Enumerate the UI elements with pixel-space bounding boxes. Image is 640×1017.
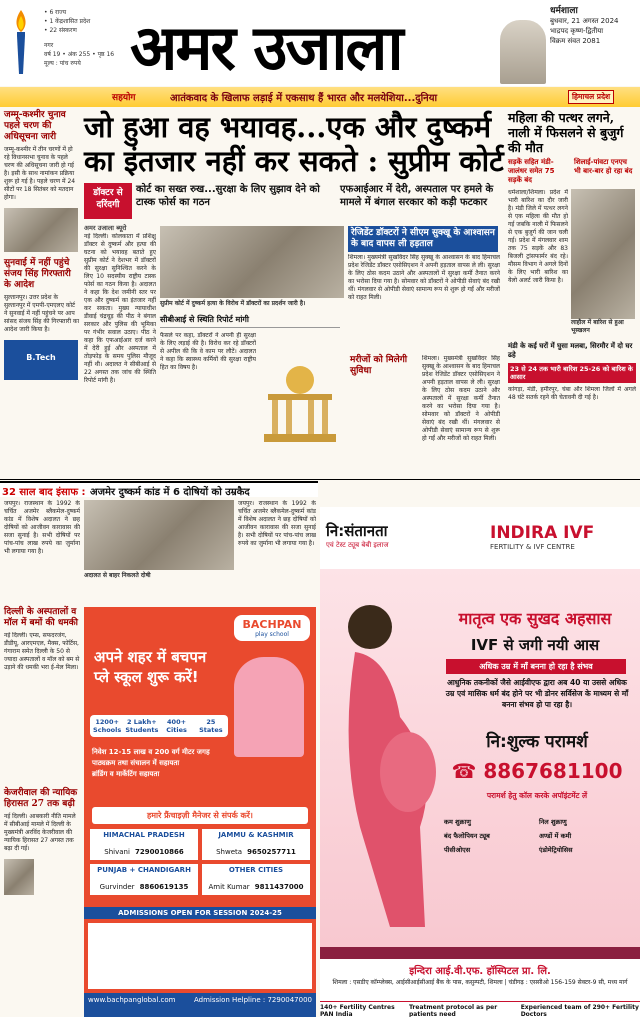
ivf-problem: बंद फैलोपियन ट्यूब	[444, 832, 490, 840]
news-photo	[4, 208, 78, 252]
ajmer-body-2: जयपुर। राजस्थान के 1992 के चर्चित अजमेर ब्लैकमेल-दुष्कर्म कांड में विशेष अदालत ने छह दोषियों को आजीवन कारावास की सजा सुनाई है। सभी दोषियों पर पांच-पांच लाख रुपये का जुर्माना भी लगाया गया है।	[238, 500, 316, 547]
lead-byline: अमर उजाला ब्यूरो	[84, 224, 127, 232]
ivf-address: शिमला : एसडीए कॉम्प्लेक्स, आईसीआईसीआई बैंक के पास, कसुम्पटी, शिमला | चंडीगढ़ : एससीओ 156-159 सेक्टर-9 सी, मध्य मार्ग	[332, 979, 628, 986]
ivf-body: आधुनिक तकनीकों जैसे आईवीएफ द्वारा अब 40 या उससे अधिक उम्र एवं मासिक धर्म बंद होने पर भी डोनर सर्विसेज के माध्यम से माँ बनना संभव हो पा रहा है।	[445, 678, 629, 709]
ivf-free-consult: नि:शुल्क परामर्श	[486, 732, 588, 752]
landslide-photo	[571, 189, 635, 319]
middle-story-body-2: शिमला। मुख्यमंत्री सुखविंदर सिंह सुक्खू के आश्वासन के बाद हिमाचल प्रदेश रेजिडेंट डॉक्टर एसोसिएशन ने अपनी हड़ताल वापस ले ली। सुरक्षा के लिए ठोस कदम उठाने और अस्पतालों में सुरक्षा कर्मी तैनात करने का भरोसा दिया गया है। सोमवार को डॉक्टरों ने ओपीडी सेवाएं बंद रखी थीं। मंगलवार से ओपीडी सेवाएं सामान्य रूप से शुरू हो गईं और मरीजों को राहत मिली।	[422, 355, 500, 442]
bachpan-website[interactable]: www.bachpanglobal.com	[88, 996, 176, 1004]
phone-icon: ☎	[451, 759, 484, 783]
left-item-headline[interactable]: दिल्ली के अस्पतालों व मॉल में बमों की धमकी	[4, 607, 78, 628]
bachpan-brand: BACHPAN	[242, 618, 302, 631]
bachpan-admissions: ADMISSIONS OPEN FOR SESSION 2024-25	[84, 907, 316, 919]
ivf-brand: INDIRA IVF	[490, 523, 595, 543]
ivf-problem: निल शुक्राणु	[539, 818, 567, 826]
bachpan-child-photo	[234, 657, 304, 757]
ivf-note: परामर्श हेतु कॉल करके अपॉइंटमेंट लें	[486, 791, 588, 800]
photo-caption: सुप्रीम कोर्ट में दुष्कर्म हत्या के विरोध में डॉक्टरों का प्रदर्शन जारी है।	[160, 300, 306, 307]
edition-info: धर्मशाला बुधवार, 21 अगस्त 2024 भाद्रपद कृष्ण-द्वितीया विक्रम संवत 2081	[550, 6, 619, 45]
masthead	[0, 0, 640, 86]
bachpan-stat: 2 Lakh+ Students	[125, 718, 159, 734]
court-building-illustration	[258, 360, 342, 450]
left-item-headline[interactable]: जम्मू-कश्मीर चुनाव पहले चरण की अधिसूचना जारी	[4, 110, 66, 142]
middle-story-subhead: मरीजों को मिलेगी सुविधा	[350, 355, 408, 376]
bachpan-stat: 1200+ Schools	[93, 718, 122, 734]
landslide-caption: लाहौल में बारिश से हुआ भूस्खलन	[571, 319, 624, 334]
ivf-footer-item: Treatment protocol as per patients need	[409, 1004, 498, 1017]
ivf-services-strip	[320, 947, 640, 959]
left-item-headline[interactable]: केजरीवाल की न्यायिक हिरासत 27 तक बढ़ी	[4, 788, 78, 809]
bachpan-cta: हमारे फ्रैंचाइज़ी मैनेजर से संपर्क करें।	[92, 807, 308, 824]
newspaper-title: अमर उजाला	[130, 11, 402, 84]
ivf-problem: कम शुक्राणु	[444, 818, 471, 826]
lead-label: डॉक्टर से दरिंदगी	[84, 183, 132, 219]
ivf-problem: पीसीओएस	[444, 846, 471, 854]
ajmer-strip	[0, 481, 318, 497]
top-ribbon	[0, 87, 640, 107]
ivf-badge: अधिक उम्र में माँ बनना हो रहा है संभव	[446, 659, 626, 674]
ajmer-body: जयपुर। राजस्थान के 1992 के चर्चित अजमेर ब्लैकमेल-दुष्कर्म कांड में विशेष अदालत ने छह दोषियों को आजीवन कारावास की सजा सुनाई है। सभी दोषियों पर पांच-पांच लाख रुपये का जुर्माना भी लगाया गया है।	[4, 500, 80, 555]
bachpan-point: ब्रांडिंग व मार्केटिंग सहायता	[92, 770, 160, 778]
masthead-meta: • 6 राज्य • 1 केंद्रशासित प्रदेश • 22 संस्करण नगर वर्ष 19 • अंक 255 • पृष्ठ 16 मूल्य : पांच रुपये	[44, 9, 115, 67]
pm-photo	[500, 20, 546, 84]
bachpan-ad[interactable]	[84, 607, 316, 1017]
bachpan-brand-sub: play school	[255, 631, 289, 638]
right-body-2: कांगड़ा, मंडी, हमीरपुर, चंबा और शिमला जिलों में अगले 48 घंटे सतर्क रहने की चेतावनी दी गई है।	[508, 386, 636, 401]
bachpan-headline: अपने शहर में बचपन प्ले स्कूल शुरू करें!	[94, 648, 207, 686]
indira-ivf-ad[interactable]	[320, 507, 640, 1017]
bachpan-contact[interactable]: OTHER CITIES Amit Kumar 9811437000	[202, 864, 310, 895]
ivf-line-1: मातृत्व एक सुखद अहसास	[458, 609, 612, 628]
state-label: हिमाचल प्रदेश	[568, 90, 614, 104]
bachpan-contact[interactable]: PUNJAB + CHANDIGARH Gurvinder 8860619135	[90, 864, 198, 895]
torch-logo-icon	[6, 6, 36, 78]
ajmer-photo	[84, 500, 234, 570]
kejriwal-photo	[4, 859, 34, 895]
protest-photo	[160, 226, 344, 298]
lead-headline[interactable]: जो हुआ वह भयावह...एक और दुष्कर्म का इंतजार नहीं कर सकते : सुप्रीम कोर्ट	[84, 110, 504, 178]
ajmer-caption: अदालत से बाहर निकलते दोषी	[84, 572, 151, 579]
left-item-headline[interactable]: सुनवाई में नहीं पहुंचे संजय सिंह गिरफ्तारी के आदेश	[4, 258, 71, 290]
divider	[0, 479, 640, 480]
left-item-body: जम्मू-कश्मीर में तीन चरणों में हो रहे विधानसभा चुनाव के पहले चरण की अधिसूचना जारी हो गई है। इसी के साथ नामांकन प्रक्रिया शुरू हो गई है। पहले चरण में 24 सीटों पर 18 सितंबर को मतदान होगा।	[4, 146, 76, 201]
lead-court-bar: सीबीआई से स्थिति रिपोर्ट मांगी	[160, 314, 340, 328]
left-lower-column	[4, 607, 80, 895]
right-column	[508, 110, 636, 446]
ivf-footer-item: 140+ Fertility Centres PAN India	[320, 1004, 395, 1017]
lead-subhead-1: कोर्ट का सख्त रुख...सुरक्षा के लिए सुझाव देने को टास्क फोर्स का गठन	[136, 184, 320, 208]
left-item-body: नई दिल्ली। एम्स, सफदरजंग, डीडीयू, आरएमएल, मैक्स, फोर्टिस, गंगाराम समेत दिल्ली के 50 से ज्यादा अस्पतालों व मॉल को बम से उड़ाने की धमकी भरा ई-मेल मिला।	[4, 632, 80, 671]
bachpan-branch-list	[88, 923, 312, 989]
ivf-top-brand-sub: एवं टेस्ट ट्यूब बेबी इलाज	[326, 541, 389, 549]
middle-story-headline[interactable]: रेजिडेंट डॉक्टरों ने सीएम सुक्खू के आश्वासन के बाद वापस ली हड़ताल	[348, 226, 498, 252]
lead-body: नई दिल्ली। कोलकाता में प्रशिक्षु डॉक्टर से दुष्कर्म और हत्या की घटना को भयावह बताते हुए सुप्रीम कोर्ट ने देशभर में डॉक्टरों की सुरक्षा सुनिश्चित करने के लिए 10 सदस्यीय राष्ट्रीय टास्क फोर्स का गठन किया है। अदालत ने कहा कि देश जमीनी स्तर पर एक और दुष्कर्म का इंतजार नहीं कर सकता। मुख्य न्यायाधीश डीवाई चंद्रचूड़ की पीठ ने बंगाल सरकार और पुलिस की भूमिका पर गंभीर सवाल उठाए। पीठ ने कहा कि एफआईआर दर्ज करने में देरी हुई और अस्पताल में तोड़फोड़ के समय पुलिस मौजूद नहीं थी। अदालत ने सीबीआई से 22 अगस्त तक जांच की स्थिति रिपोर्ट मांगी है।	[84, 233, 156, 384]
right-subhead-2: शिलाई-पांवटा एनएच भी बार-बार हो रहा बंद	[574, 158, 633, 175]
ivf-hospital: इन्दिरा आई.वी.एफ. हॉस्पिटल प्रा. लि.	[409, 966, 551, 977]
weather-alert: 23 से 24 तक भारी बारिश 25-26 को बारिश के आसार	[508, 363, 636, 383]
middle-story-body: शिमला। मुख्यमंत्री सुखविंदर सिंह सुक्खू के आश्वासन के बाद हिमाचल प्रदेश रेजिडेंट डॉक्टर एसोसिएशन ने अपनी हड़ताल वापस ले ली। सुरक्षा के लिए ठोस कदम उठाने और अस्पतालों में सुरक्षा कर्मी तैनात करने का भरोसा दिया गया है। सोमवार को डॉक्टरों ने ओपीडी सेवाएं बंद रखी थीं। मंगलवार से ओपीडी सेवाएं सामान्य रूप से शुरू हो गईं और मरीजों को राहत मिली।	[348, 254, 500, 301]
ribbon-tag: सहयोग	[112, 93, 136, 103]
ivf-top-brand: नि:संतानता	[326, 522, 388, 540]
left-item-body: नई दिल्ली। आबकारी नीति मामले में सीबीआई मामले में दिल्ली के मुख्यमंत्री अरविंद केजरीवाल की न्यायिक हिरासत 27 अगस्त तक बढ़ा दी गई।	[4, 813, 76, 852]
strip-headline[interactable]: अजमेर दुष्कर्म कांड में 6 दोषियों को उम्रकैद	[90, 487, 250, 498]
left-item-body: सुल्तानपुर। उत्तर प्रदेश के सुल्तानपुर में एमपी-एमएलए कोर्ट ने सुनवाई में नहीं पहुंचने पर आप सांसद संजय सिंह की गिरफ्तारी का आदेश जारी किया है।	[4, 294, 80, 333]
ivf-phone[interactable]: ☎ 8867681100	[451, 759, 623, 783]
bachpan-contact[interactable]: JAMMU & KASHMIR Shweta 9650257711	[202, 829, 310, 860]
ribbon-headline[interactable]: आतंकवाद के खिलाफ लड़ाई में एकसाथ हैं भारत और मलयेशिया...दुनिया	[170, 93, 438, 104]
bachpan-stat: 400+ Cities	[166, 718, 187, 734]
lead-subhead-2: एफआईआर में देरी, अस्पताल पर हमले के मामले में बंगाल सरकार को कड़ी फटकार	[340, 184, 494, 208]
left-column	[4, 110, 80, 380]
small-ad: B.Tech	[4, 340, 78, 380]
strip-years: 32 साल बाद इंसाफ :	[2, 487, 86, 498]
ivf-problem: अण्डों में कमी	[539, 832, 572, 840]
ivf-line-2: IVF से जगी नयी आस	[470, 636, 600, 654]
bachpan-contact[interactable]: HIMACHAL PRADESH Shivani 7290010866	[90, 829, 198, 860]
right-headline[interactable]: महिला की पत्थर लगने, नाली में फिसलने से बुजुर्ग की मौत	[508, 110, 624, 155]
ivf-footer-item: Experienced team of 290+ Fertility Doctors	[520, 1004, 639, 1017]
bachpan-point: पाठ्यक्रम तथा संचालन में सहायता	[92, 759, 180, 767]
bachpan-stat: 25 States	[199, 718, 223, 734]
lead-body-2: फैसले पर कहा, डॉक्टरों ने अपनी ही सुरक्षा के लिए लड़ाई की है। विरोध कर रहे डॉक्टरों से अपील की कि वे काम पर लौटें। अदालत ने कहा कि स्वास्थ्य कर्मियों की सुरक्षा राष्ट्रीय हित का विषय है।	[160, 332, 256, 371]
right-body: धर्मशाला/शिमला। प्रदेश में भारी बारिश का दौर जारी है। मंडी जिले में पत्थर लगने से एक महिला की मौत हो गई जबकि नाली में फिसलने से एक बुजुर्ग की जान चली गई। प्रदेश में मंगलवार शाम तक 75 सड़कें और 83 बिजली ट्रांसफार्मर बंद रहे। मौसम विभाग ने अगले दिनों के लिए भारी बारिश का येलो अलर्ट जारी किया है।	[508, 189, 568, 284]
ivf-problem: एंडोमेट्रियोसिस	[539, 846, 573, 854]
bachpan-point: निवेश 12-15 लाख व 200 वर्ग मीटर जगह	[92, 748, 210, 756]
bachpan-helpline[interactable]: Admission Helpline : 7290047000	[194, 996, 312, 1004]
right-subhead-3: मंडी के कई घरों में घुसा मलबा, सिरमौर में दो घर ढहे	[508, 342, 633, 359]
right-subhead-1: सड़कें सहित मंडी-जालंधर समेत 75 सड़कें बंद	[508, 158, 555, 184]
pregnant-woman-illustration	[330, 597, 440, 937]
ivf-brand-sub: FERTILITY & IVF CENTRE	[490, 543, 575, 551]
